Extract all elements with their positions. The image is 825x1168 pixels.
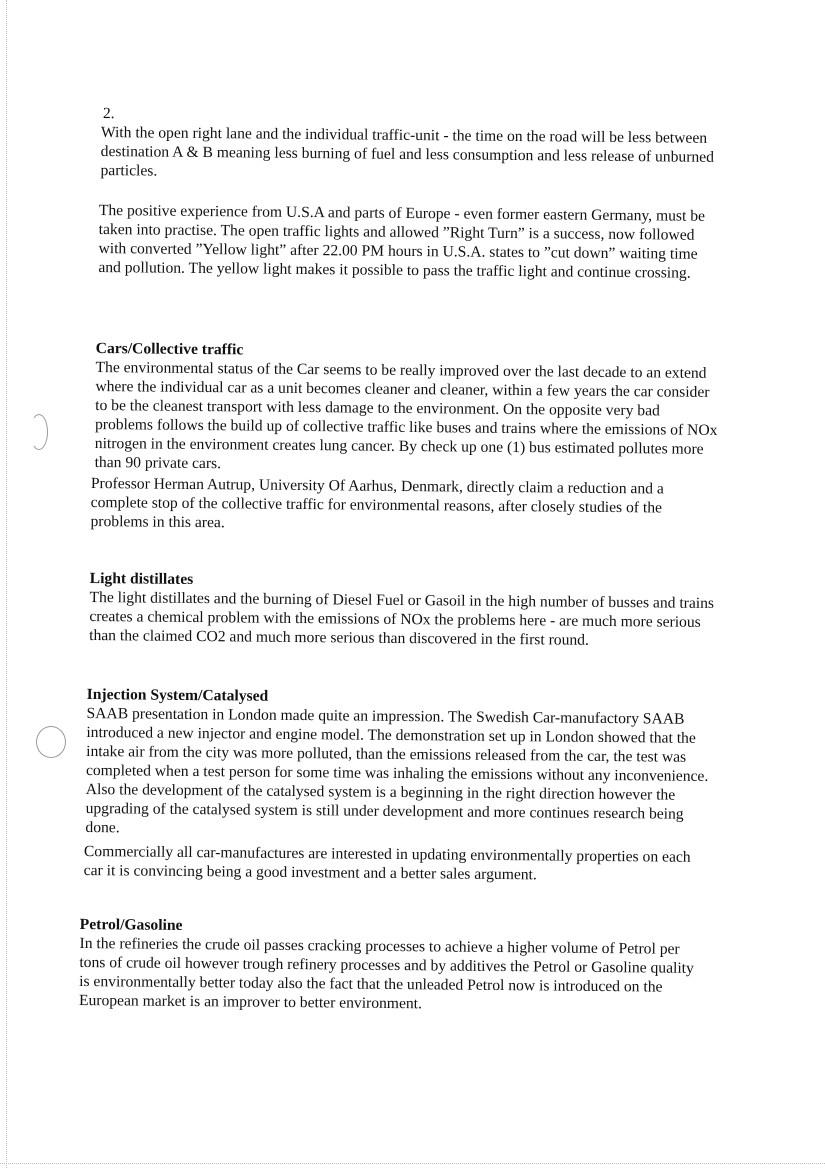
paragraph-open-lane: With the open right lane and the individual traffic-unit - the time on the road will be less between destination A & B meaning less burning of fuel and less consumption and less release of unburned particles. [100,123,715,180]
punch-hole-lower [36,726,66,758]
section-cars-collective-traffic [95,320,786,479]
section-petrol-gasoline [79,896,780,1017]
paragraph-commercially: Commercially all car-manufactures are interested in updating environmentally properties on each car it is convincing being a good investment and a better sales argument. [83,842,691,884]
section-body: The light distillates and the burning of Diesel Fuel or Gasoil in the high number of busses and trains creates a chemical problem with the emissions of NOx the problems here - are much more serious than the claimed CO2 and much more serious than discovered in the first round. [89,588,715,649]
paragraph-positive-experience: The positive experience from U.S.A and parts of Europe - even former eastern Germany, must be taken into practise. The open traffic lights and allowed ”Right Turn” is a success, now followed with converted ”Yellow light” after 22.00 PM hours in U.S.A. states to ”cut down” waiting time and pollution. The yellow light makes it possible to pass the traffic light and continue crossing. [98,201,706,282]
section-light-distillates [89,550,780,652]
section-heading: Injection System/Catalysed [86,685,269,705]
scan-edge-bottom [0,1163,825,1165]
section-heading: Cars/Collective traffic [95,339,244,359]
paragraph-autrup: Professor Herman Autrup, University Of Aarhus, Denmark, directly claim a reduction and a complete stop of the collective traffic for environmental reasons, after closely studies of the problems in this area. [90,474,664,532]
section-heading: Light distillates [89,569,194,588]
section-body: In the refineries the crude oil passes cracking processes to achieve a higher volume of Petrol per tons of crude oil however trough refinery processes and by additives the Petrol or Gasoline quality is environmentally better today also the fact that the unleaded Petrol now is introduced on the European market is an improver to better environment. [78,934,694,1013]
punch-hole-upper [30,414,48,450]
section-injection-system [85,666,787,844]
scan-edge-left [6,0,8,1168]
page-number: 2. [102,104,115,123]
section-heading: Petrol/Gasoline [79,915,183,934]
section-body: SAAB presentation in London made quite an impression. The Swedish Car-manufactory SAAB introduced a new injector and engine model. The demonstration set up in London showed that the intake air from the city was more polluted, than the emissions released from the car, the test was completed when a test person for some time was inhaling the emissions without any inconvenience. Also the development of the catalysed system is a beginning in the right direction however the upgrading of the catalysed system is still under development and more continues research being done. [85,704,709,837]
section-body: The environmental status of the Car seems to be really improved over the last decade to an extend where the individual car as a unit becomes cleaner and cleaner, within a few years the car consider to be the cleanest transport with less damage to the environment. On the opposite very bad problems follows the build up of collective traffic like buses and trains where the emissions of NOx nitrogen in the environment creates lung cancer. By check up one (1) bus estimated pollutes more than 90 private cars. [94,358,718,473]
